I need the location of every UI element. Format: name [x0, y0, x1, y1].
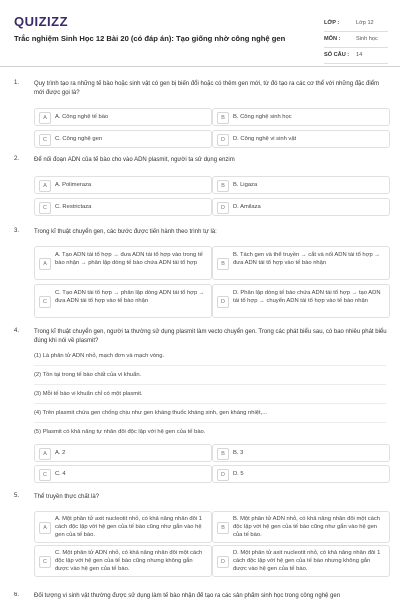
option-text: D. Phân lập dòng tế bào chứa ADN tái tổ hợp → tạo ADN tái tổ hợp → chuyển ADN tái tổ hợp vào tế bào nhận — [233, 290, 381, 304]
option-d[interactable] — [212, 198, 390, 216]
option-text: B. Một phân tử ADN nhỏ, có khả năng nhân đôi một cách độc lập với hệ gen của tế bào cũng như gắn vào hệ gen của tế bào. — [233, 516, 380, 538]
worksheet-meta — [324, 16, 388, 64]
question-text: Để nối đoạn ADN của tế bào cho vào ADN plasmit, người ta sử dụng enzim — [34, 157, 235, 163]
statement-1: (1) Là phân tử ADN nhỏ, mạch đơn và mạch vòng. — [34, 353, 165, 359]
option-letter: C — [39, 134, 51, 146]
option-letter: D — [217, 556, 229, 568]
option-text: B. 3 — [233, 450, 244, 456]
question-text: Quy trình tạo ra những tế bào hoặc sinh vật có gen bị biến đổi hoặc có thêm gen mới, từ đó tạo ra các cơ thể với những đặc điểm mới được gọi là? — [34, 81, 380, 96]
option-letter: A — [39, 448, 51, 460]
option-text: C. Restrictaza — [55, 204, 92, 210]
option-a[interactable] — [34, 176, 212, 194]
question-text: Đối tượng vi sinh vật thường được sử dụng làm tế bào nhận để tạo ra các sản phẩm sinh học trong công nghệ gen — [34, 593, 341, 599]
question-number: 2. — [14, 156, 20, 162]
meta-row-question-count — [324, 48, 388, 64]
option-letter: A — [39, 112, 51, 124]
option-letter: B — [217, 112, 229, 124]
question-text: Trong kĩ thuật chuyển gen, người ta thường sử dụng plasmit làm vecto chuyển gen. Trong các phát biểu sau, có bao nhiêu phát biểu đúng khi nói về plasmit? — [34, 329, 387, 344]
option-letter: A — [39, 522, 51, 534]
option-letter: B — [217, 180, 229, 192]
option-c[interactable] — [34, 198, 212, 216]
question-6 — [0, 592, 400, 600]
option-letter: C — [39, 469, 51, 481]
option-c[interactable] — [34, 284, 212, 318]
statement-divider — [34, 422, 386, 423]
option-letter: B — [217, 448, 229, 460]
header-divider — [0, 66, 400, 67]
option-d[interactable] — [212, 284, 390, 318]
option-letter: B — [217, 522, 229, 534]
worksheet-title: Trắc nghiệm Sinh Học 12 Bài 20 (có đáp án): Tạo giống nhờ công nghệ gen — [14, 34, 286, 43]
option-a[interactable] — [34, 108, 212, 126]
option-b[interactable] — [212, 444, 390, 462]
meta-key: LỚP : — [324, 20, 340, 26]
option-d[interactable] — [212, 545, 390, 577]
option-text: D. Amilaza — [233, 204, 261, 210]
option-d[interactable] — [212, 465, 390, 483]
question-number: 4. — [14, 328, 20, 334]
option-a[interactable] — [34, 246, 212, 280]
option-text: B. Ligaza — [233, 182, 258, 188]
option-text: D. Một phân tử axit nucleotit nhỏ, có khả năng nhân đôi 1 cách độc lập với hệ gen của tế bào nhưng không gắn được vào hệ gen của tế bào. — [233, 550, 381, 572]
meta-value: Lớp 12 — [356, 20, 374, 26]
option-text: C. Công nghệ gen — [55, 136, 103, 142]
option-b[interactable] — [212, 176, 390, 194]
option-text: C. Một phân tử ADN nhỏ, có khả năng nhân đôi một cách độc lập với hệ gen của tế bào cũng nhưng không gắn được vào hệ gen của tế bào. — [55, 550, 203, 572]
statement-2: (2) Tồn tại trong tế bào chất của vi khuẩn. — [34, 372, 142, 378]
option-text: D. 5 — [233, 471, 244, 477]
option-letter: D — [217, 469, 229, 481]
question-number: 6. — [14, 592, 20, 598]
option-letter: D — [217, 296, 229, 308]
statement-4: (4) Trên plasmit chứa gen chống chịu như gen kháng thuốc kháng sinh, gen kháng nhiệt,... — [34, 410, 268, 416]
option-a[interactable] — [34, 444, 212, 462]
option-text: C. 4 — [55, 471, 66, 477]
question-number: 5. — [14, 493, 20, 499]
option-b[interactable] — [212, 246, 390, 280]
option-text: C. Tạo ADN tái tổ hợp → phân lập dòng ADN tái tổ hợp → đưa ADN tái tổ hợp vào tế bào nhận — [55, 290, 205, 304]
option-letter: D — [217, 202, 229, 214]
option-d[interactable] — [212, 130, 390, 148]
statement-divider — [34, 403, 386, 404]
meta-row-subject — [324, 32, 388, 48]
option-text: B. Tách gen và thể truyền → cắt và nối ADN tái tổ hợp → đưa ADN tái tổ hợp vào tế bào nhận — [233, 252, 381, 266]
option-text: A. 2 — [55, 450, 66, 456]
option-text: A. Công nghệ tế bào — [55, 114, 109, 120]
option-c[interactable] — [34, 130, 212, 148]
meta-key: SỐ CÂU : — [324, 52, 350, 58]
option-text: A. Polimeraza — [55, 182, 92, 188]
option-b[interactable] — [212, 511, 390, 543]
meta-value: Sinh học — [356, 36, 378, 42]
option-letter: D — [217, 134, 229, 146]
option-letter: C — [39, 556, 51, 568]
option-a[interactable] — [34, 511, 212, 543]
option-letter: C — [39, 296, 51, 308]
question-number: 3. — [14, 228, 20, 234]
option-text: A. Tạo ADN tái tổ hợp → đưa ADN tái tổ hợp vào trong tế bào nhận → phân lập dòng tế bào chứa ADN tái tổ hợp — [55, 252, 203, 266]
option-c[interactable] — [34, 545, 212, 577]
question-number: 1. — [14, 80, 20, 86]
option-letter: A — [39, 258, 51, 270]
statement-5: (5) Plasmit có khả năng tự nhân đôi độc lập với hệ gen của tế bào. — [34, 429, 206, 435]
statement-divider — [34, 384, 386, 385]
option-text: D. Công nghệ vi sinh vật — [233, 136, 297, 142]
option-letter: B — [217, 258, 229, 270]
option-c[interactable] — [34, 465, 212, 483]
option-b[interactable] — [212, 108, 390, 126]
meta-value: 14 — [356, 52, 363, 58]
option-text: A. Một phân tử axit nucleotit nhỏ, có khả năng nhân đôi 1 cách độc lập với hệ gen của tế bào cũng như gắn vào hệ gen của tế bào. — [55, 516, 202, 538]
worksheet-header — [14, 10, 386, 60]
meta-row-class — [324, 16, 388, 32]
option-letter: C — [39, 202, 51, 214]
statement-3: (3) Mỗi tế bào vi khuẩn chỉ có một plasmit. — [34, 391, 143, 397]
option-text: B. Công nghệ sinh học — [233, 114, 292, 120]
quizizz-logo: QUIZIZZ — [14, 14, 69, 29]
question-text: Thể truyền thực chất là? — [34, 494, 100, 500]
meta-key: MÔN : — [324, 36, 341, 42]
statement-divider — [34, 365, 386, 366]
option-letter: A — [39, 180, 51, 192]
question-text: Trong kĩ thuật chuyển gen, các bước được tiến hành theo trình tự là: — [34, 229, 217, 235]
